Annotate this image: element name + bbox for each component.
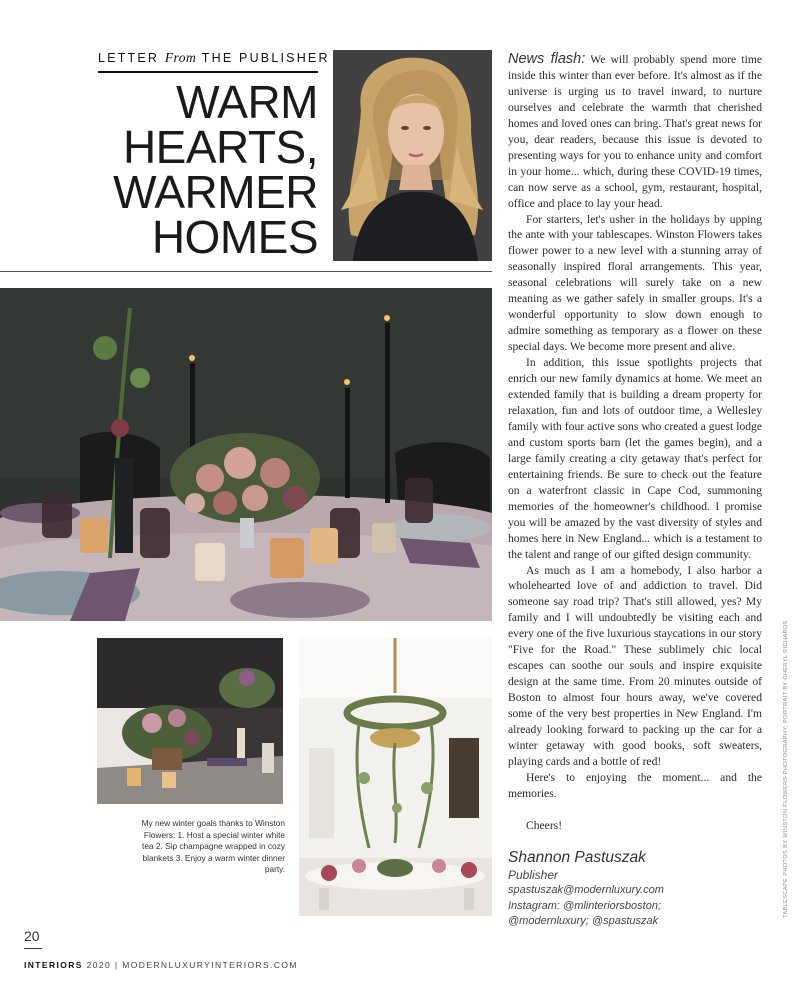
winter-tea-photo <box>97 638 283 804</box>
letter-body <box>508 52 762 834</box>
page-number: 20 <box>24 928 40 944</box>
chandelier-table-photo <box>299 638 492 916</box>
sign-off: Cheers! <box>526 818 563 832</box>
kicker-rule <box>98 71 318 73</box>
headline-line: WARM <box>176 76 318 128</box>
header-rule <box>0 271 492 272</box>
headline <box>98 76 318 263</box>
paragraph-text: We will probably spend more time inside this winter than ever before. It's almost as if the universe is urging us to travel inward, to nurture ourselves and celebrate the warmth that cherished homes and loved ones can bring. That's great news for you, dear readers, because this issue is devoted to presenting ways for you to enhance unity and comfort in your home... which, during these COVID-19 times, can now serve as a school, gym, restaurant, hospital, office and place to lay your head. <box>508 53 762 210</box>
page-footer <box>24 960 298 970</box>
kicker-pre: LETTER <box>98 51 165 65</box>
photo-caption: My new winter goals thanks to Winston Flowers: 1. Host a special winter white tea 2. Sip champagne wrapped in cozy blankets 3. Enjoy a warm winter dinner party. <box>141 818 285 875</box>
instagram-handles: Instagram: @mlinteriorsboston; <box>508 899 662 912</box>
headline-line: WARMER <box>113 166 318 218</box>
section-kicker <box>98 50 330 66</box>
page-number-rule <box>24 948 42 949</box>
body-paragraph-4: As much as I am a homebody, I also harbor a wholehearted love of and addiction to travel. Did someone say road trip? That's still allowed, yes? My family and I will undoubtedly be visiting each and every one of the five luxurious staycations in our story "Five for the Road." These sublimely chic local escapes can soothe our souls and inspire exquisite design at the same time. From 20 minutes outside of Boston to almost four hours away, we've covered some of the very best properties in New England. I'm already looking forward to packing up the car for a winter getaway with good books, soft sweaters, playing cards and a bottle of red! <box>508 563 762 768</box>
signature-block <box>508 848 768 930</box>
body-paragraph-1 <box>508 52 762 212</box>
photo-credit: TABLESCAPE PHOTOS BY WINSTON FLOWERS PHOTOGRAPHY; PORTRAIT BY CHERYL RICHARDS <box>783 620 789 918</box>
body-paragraph-2: For starters, let's usher in the holidays by upping the ante with your tablescapes. Winston Flowers takes flower power to a new level with a stunning array of seasonally inspired floral arrangements. This year, seasonal celebrations will surely take on a new meaning as we gather safely in smaller groups. It's a wonderful opportunity to slow down enough to admire something as temporary as a flower on these special days. We become more present and alive. <box>508 212 762 354</box>
tablescape-photo <box>0 288 492 621</box>
footer-text: 2020 | MODERNLUXURYINTERIORS.COM <box>82 960 298 970</box>
publisher-portrait <box>333 50 492 261</box>
footer-brand: INTERIORS <box>24 960 83 970</box>
publisher-email: spastuszak@modernluxury.com <box>508 884 664 896</box>
news-flash-lead: News flash: <box>508 51 586 67</box>
publisher-title: Publisher <box>508 868 559 882</box>
body-paragraph-3: In addition, this issue spotlights projects that enrich our new family dynamics at home. We meet an extended family that is building a dream property for relaxation, fun and lots of outdoor time, a Wellesley family with four active sons who created a guest lodge and custom sports barn (let the games begin), and a large family creating a city getaway that's perfect for entertaining friends. Be sure to check out the feature on a waterfront classic in Cape Cod, summoning memories of the homeowner's childhood. I promise you will be amazed by the vast diversity of styles and homes here in New England... which is a testament to the talent and range of our gifted design community. <box>508 356 762 561</box>
body-paragraph-5: Here's to enjoying the moment... and the memories. <box>508 770 762 800</box>
headline-line: HOMES <box>151 211 318 263</box>
publisher-name: Shannon Pastuszak <box>508 849 646 866</box>
headline-line: HEARTS, <box>122 121 318 173</box>
instagram-handles-cont: @modernluxury; @spastuszak <box>508 915 659 927</box>
kicker-post: THE PUBLISHER <box>196 51 330 65</box>
kicker-italic: From <box>164 50 197 65</box>
